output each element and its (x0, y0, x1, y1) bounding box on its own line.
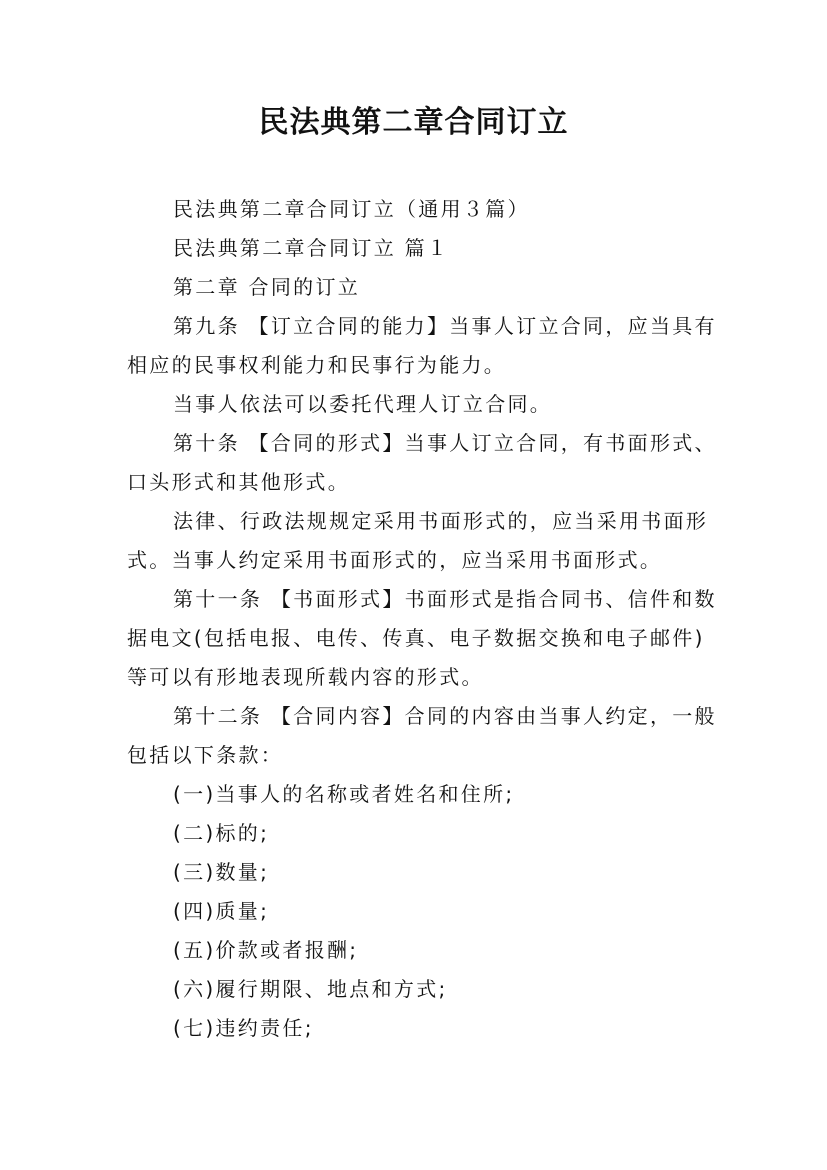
paragraph-written-form-rule: 法律、行政法规规定采用书面形式的，应当采用书面形式。当事人约定采用书面形式的，应当采用书面形式。 (127, 509, 709, 572)
paragraph-article-11: 第十一条 【书面形式】书面形式是指合同书、信件和数据电文(包括电报、电传、传真、电子数据交换和电子邮件)等可以有形地表现所载内容的形式。 (127, 587, 717, 689)
paragraph-article-12: 第十二条 【合同内容】合同的内容由当事人约定，一般包括以下条款： (127, 704, 717, 767)
document-title: 民法典第二章合同订立 (258, 105, 569, 140)
list-item: (六)履行期限、地点和方式; (173, 977, 448, 1001)
list-item: (五)价款或者报酬; (173, 938, 359, 962)
paragraph-article-10: 第十条 【合同的形式】当事人订立合同，有书面形式、口头形式和其他形式。 (127, 431, 717, 494)
document-body (127, 190, 717, 1048)
list-item: (四)质量; (173, 899, 270, 923)
paragraph-agent-clause: 当事人依法可以委托代理人订立合同。 (173, 392, 553, 416)
paragraph-chapter-heading: 第二章 合同的订立 (173, 275, 361, 299)
paragraph-section-heading: 民法典第二章合同订立 篇１ (173, 236, 450, 260)
list-item: (三)数量; (173, 860, 270, 884)
list-item: (二)标的; (173, 821, 270, 845)
paragraph-article-9: 第九条 【订立合同的能力】当事人订立合同，应当具有相应的民事权利能力和民事行为能力。 (127, 314, 717, 377)
list-item: (七)违约责任; (173, 1016, 314, 1040)
list-item: (一)当事人的名称或者姓名和住所; (173, 782, 515, 806)
paragraph-collection-heading: 民法典第二章合同订立（通用３篇） (173, 197, 530, 221)
